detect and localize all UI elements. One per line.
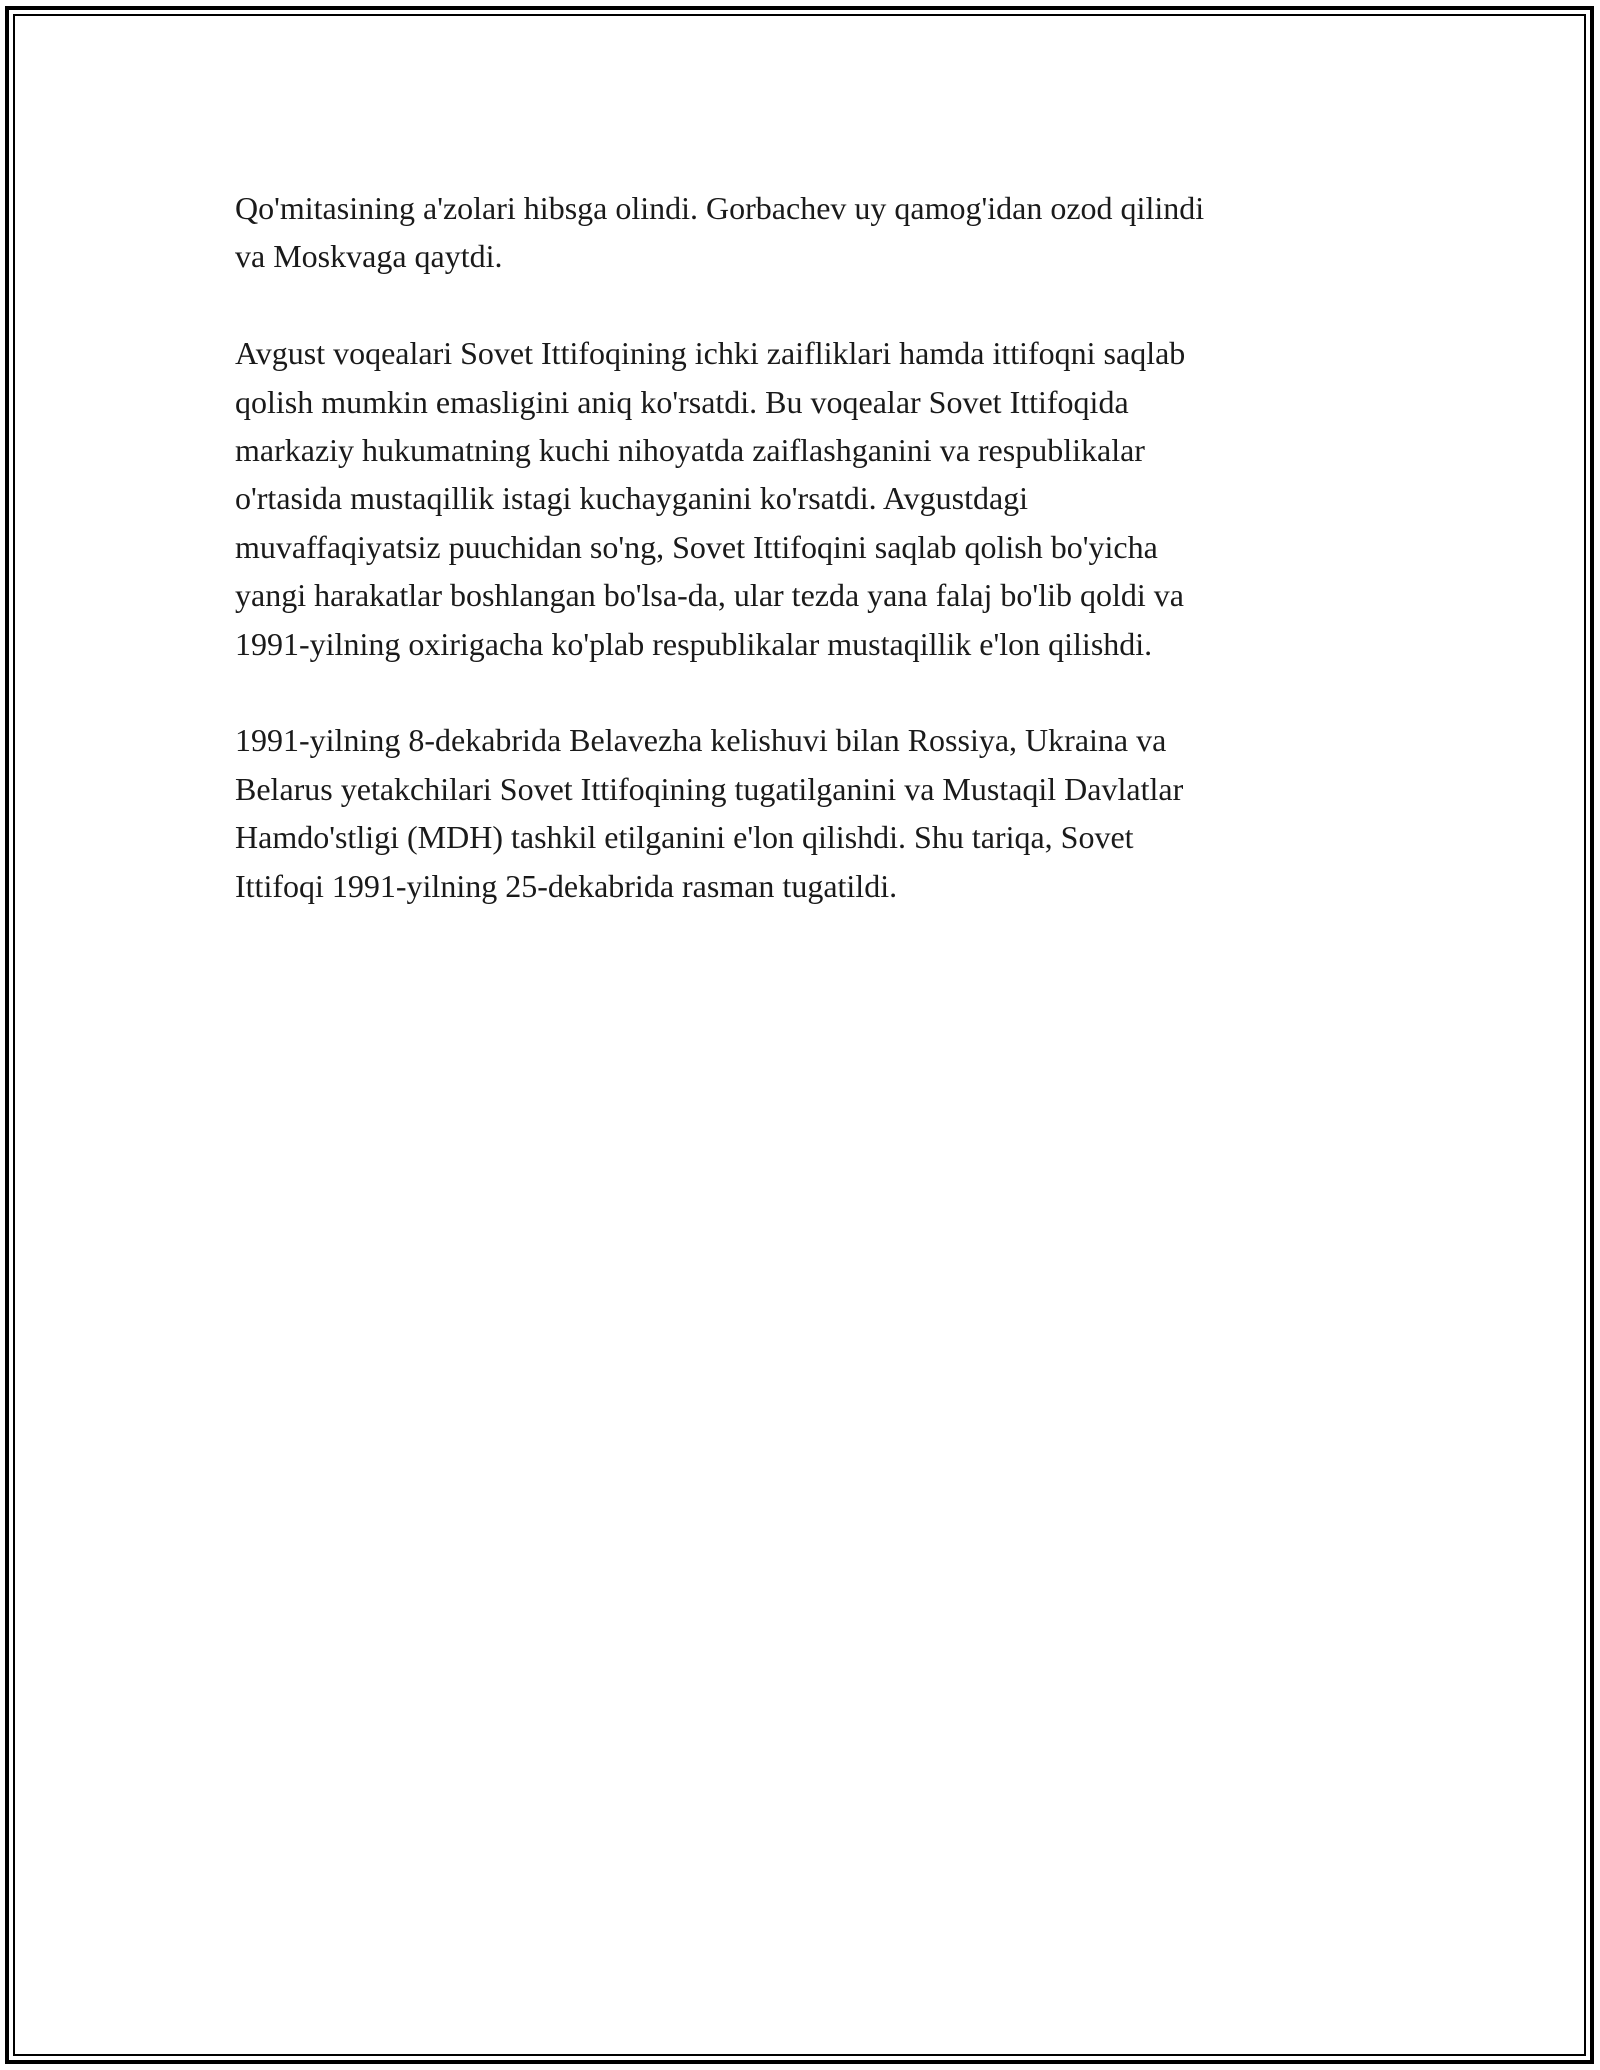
text-line: 1991-yilning oxirigacha ko'plab respublikalar mustaqillik e'lon qilishdi.	[235, 625, 1153, 662]
text-line: markaziy hukumatning kuchi nihoyatda zaiflashganini va respublikalar	[235, 432, 1145, 469]
paragraph-2	[235, 329, 1375, 668]
paragraph-3	[235, 716, 1375, 910]
text-line: Hamdo'stligi (MDH) tashkil etilganini e'lon qilishdi. Shu tariqa, Sovet	[235, 819, 1134, 856]
text-line: qolish mumkin emasligini aniq ko'rsatdi. Bu voqealar Sovet Ittifoqida	[235, 383, 1129, 420]
paragraph-1	[235, 184, 1375, 281]
text-line: yangi harakatlar boshlangan bo'lsa-da, ular tezda yana falaj bo'lib qoldi va	[235, 577, 1184, 614]
text-line: Belarus yetakchilari Sovet Ittifoqining tugatilganini va Mustaqil Davlatlar	[235, 770, 1184, 807]
text-line: o'rtasida mustaqillik istagi kuchayganini ko'rsatdi. Avgustdagi	[235, 480, 1029, 517]
document-body	[235, 184, 1375, 958]
text-line: Avgust voqealari Sovet Ittifoqining ichki zaifliklari hamda ittifoqni saqlab	[235, 335, 1186, 372]
text-line: Ittifoqi 1991-yilning 25-dekabrida rasman tugatildi.	[235, 867, 898, 904]
text-line: muvaffaqiyatsiz puuchidan so'ng, Sovet Ittifoqini saqlab qolish bo'yicha	[235, 528, 1158, 565]
text-line: 1991-yilning 8-dekabrida Belavezha kelishuvi bilan Rossiya, Ukraina va	[235, 722, 1167, 759]
text-line: va Moskvaga qaytdi.	[235, 238, 503, 275]
text-line: Qo'mitasining a'zolari hibsga olindi. Gorbachev uy qamog'idan ozod qilindi	[235, 190, 1205, 226]
